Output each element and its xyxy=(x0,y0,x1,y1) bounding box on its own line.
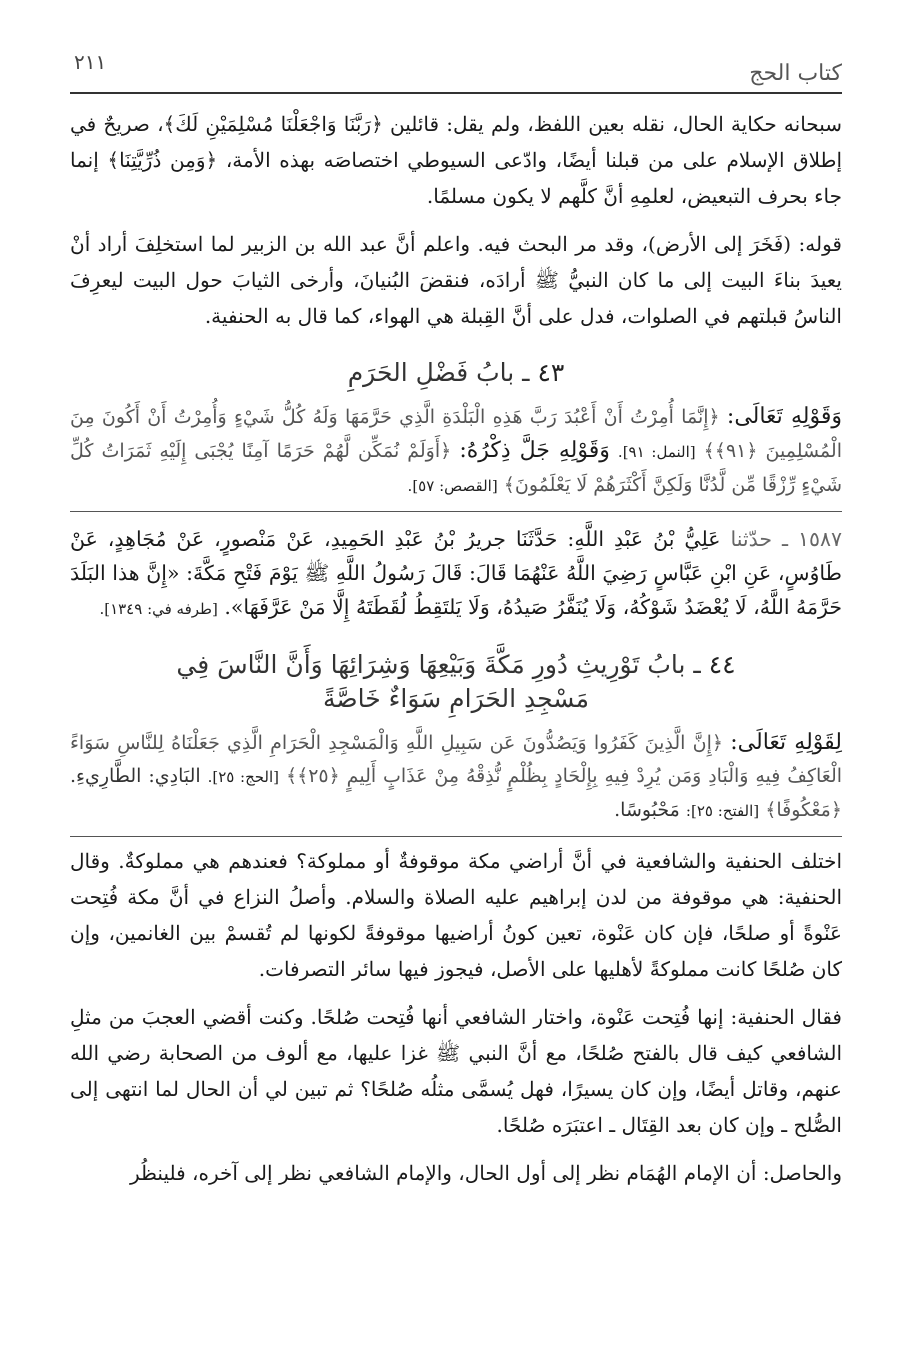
commentary-paragraph-2: قوله: (فَخَرَ إلى الأرض)، وقد مر البحث فيه. واعلم أنَّ عبد الله بن الزبير لما استخلِفَ أراد أنْ يعيدَ بناءَ البيت إلى ما كان النبيُّ ﷺ أرادَه، فنقضَ البُنيانَ، وأرخى الثيابَ حول البيت ليعرِفَ الناسُ قبلتهم في الصلوات، فدل على أنَّ القِبلة هي الهواء، كما قال به الحنفية. xyxy=(70,232,842,328)
chapter-heading-43 xyxy=(70,356,842,390)
paragraph-gap xyxy=(70,1143,842,1155)
chapter-title-line-1: ـ بابُ تَوْرِيثِ دُورِ مَكَّةَ وَبَيْعِهَا وَشِرَائِهَا وَأَنَّ النَّاسَ فِي xyxy=(176,650,701,679)
gloss-badi: البَادِي: الطَّارِيءِ. xyxy=(70,765,201,787)
commentary-paragraph-3: اختلف الحنفية والشافعية في أنَّ أراضي مكة موقوفةٌ أو مملوكة؟ فعندهم هي مملوكةٌ. وقال الحنفية: هي موقوفة من لدن إبراهيم عليه الصلاة والسلام. وأصلُ النزاع في أنَّ مكة فُتِحت عَنْوةً أو صلحًا، فإن كان عَنْوة، تعين كونُ أراضيها موقوفةً لكونها لم تُقسمْ بين الغانمين، وإن كان صُلحًا كانت مملوكةً لأهليها على الأصل، فيجوز فيها سائر التصرفات. xyxy=(70,849,843,981)
hadith-reference: [طرفه في: ١٣٤٩]. xyxy=(99,600,218,618)
chapter-43-verses xyxy=(70,400,842,503)
verse-lead: وَقَوْلِهِ تَعَالَى: xyxy=(726,404,842,429)
chapter-number: ٤٣ xyxy=(537,358,565,387)
gloss-meaning: مَحْبُوسًا. xyxy=(614,799,680,821)
chapter-heading-44 xyxy=(70,648,842,716)
gloss-reference: [الفتح: ٢٥]: xyxy=(685,802,760,820)
verse-reference: [الحج: ٢٥]. xyxy=(207,768,280,786)
chapter-number: ٤٤ xyxy=(708,650,736,679)
hadith-1587 xyxy=(70,522,842,626)
quran-verse: ﴿إِنَّ الَّذِينَ كَفَرُوا وَيَصُدُّونَ عَن سَبِيلِ اللَّهِ وَالْمَسْجِدِ الْحَرَامِ الَّذِي جَعَلْنَاهُ لِلنَّاسِ سَوَاءً الْعَاكِفُ فِيهِ وَالْبَادِ وَمَن يُرِدْ فِيهِ بِإِلْحَادٍ بِظُلْمٍ نُّذِقْهُ مِنْ عَذَابٍ أَلِيمٍ ﴿٢٥﴾﴾ xyxy=(70,732,843,787)
gloss-quran-word: ﴿مَعْكُوفًا﴾ xyxy=(765,799,842,821)
hadith-text: عَلِيُّ بْنُ عَبْدِ اللَّهِ: حَدَّثَنَا جريرُ بْنُ عَبْدِ الحَمِيدِ، عَنْ مَنْصورٍ، عَنْ مُجَاهِدٍ، عَنْ طَاوُسٍ، عَنِ ابْنِ عَبَّاسٍ رَضِيَ اللَّهُ عَنْهُمَا قَالَ: قَالَ رَسُولُ اللَّهِ ﷺ يَوْمَ فَتْحِ مَكَّةَ: «إِنَّ هذا البَلَدَ حَرَّمَهُ اللَّهُ، لَا يُعْضَدُ شَوْكُهُ، وَلَا يُنَفَّرُ صَيدُهُ، وَلَا يَلتَقِطُ لُقَطَتَهُ إِلَّا مَنْ عَرَّفَهَا». xyxy=(70,527,842,619)
section-divider xyxy=(70,836,842,837)
hadith-number: ١٥٨٧ ـ حدّثنا xyxy=(730,527,843,551)
section-divider xyxy=(70,511,842,512)
page-header xyxy=(70,42,842,94)
book-page xyxy=(70,42,842,1349)
quran-verse: ﴿إِنَّمَا أُمِرْتُ أَنْ أَعْبُدَ رَبَّ هَذِهِ الْبَلْدَةِ الَّذِي حَرَّمَهَا وَلَهُ كُلُّ شَيْءٍ وَأُمِرْتُ أَنْ أَكُونَ مِنَ الْمُسْلِمِينَ ﴿٩١﴾﴾ xyxy=(70,406,842,462)
commentary-paragraph-4: فقال الحنفية: إنها فُتِحت عَنْوة، واختار الشافعي أنها فُتِحت صُلحًا. وكنت أقضي العجبَ من مثلِ الشافعي كيف قال بالفتح صُلحًا، مع أنَّ النبي ﷺ غزا عليها، مع ألوف من الصحابة رضي الله عنهم، وقاتل أيضًا، وإن كان يسيرًا، فهل يُسمَّى مثلُه صُلحًا؟ ثم تبين لي أن الحال لما انتهى إلى الصُّلح ـ وإن كان بعد القِتَال ـ اعتبَرَه صُلحًا. xyxy=(70,1005,842,1137)
paragraph-gap xyxy=(70,214,842,226)
chapter-title: ـ بابُ فَضْلِ الحَرَمِ xyxy=(347,358,530,387)
quran-verse-2: ﴿أَوَلَمْ نُمَكِّن لَّهُمْ حَرَمًا آمِنًا يُجْبَى إِلَيْهِ ثَمَرَاتُ كُلِّ شَيْءٍ رِّزْقًا مِّن لَّدُنَّا وَلَكِنَّ أَكْثَرَهُمْ لَا يَعْلَمُونَ﴾ xyxy=(70,440,842,496)
verse-reference: [النمل: ٩١]. xyxy=(617,443,696,461)
chapter-44-verses xyxy=(70,726,842,828)
page-number: ٢١١ xyxy=(74,50,107,74)
commentary-paragraph-1: سبحانه حكاية الحال، نقله بعين اللفظ، ولم يقل: قائلين ﴿رَبَّنَا وَاجْعَلْنَا مُسْلِمَيْنِ لَكَ﴾، صريحٌ في إطلاق الإسلام على من قبلنا أيضًا، وادّعى السيوطي اختصاصَه بهذه الأمة، ﴿وَمِن ذُرِّيَّتِنَا﴾ إنما جاء بحرف التبعيض، لعلمِهِ أنَّ كلَّهم لا يكون مسلمًا. xyxy=(70,112,842,208)
chapter-title-line-2: مَسْجِدِ الحَرَامِ سَوَاءٌ خَاصَّةً xyxy=(323,684,589,713)
verse-lead-2: وَقَوْلِهِ جَلَّ ذِكْرُهُ: xyxy=(459,438,610,463)
running-title: كتاب الحج xyxy=(749,61,842,86)
paragraph-gap xyxy=(70,987,842,999)
commentary-paragraph-5: والحاصل: أن الإمام الهُمَام نظر إلى أول الحال، والإمام الشافعي نظر إلى آخره، فلينظُر xyxy=(129,1161,842,1185)
verse-reference-2: [القصص: ٥٧]. xyxy=(407,477,498,495)
verse-lead: لِقَوْلِهِ تَعَالَى: xyxy=(730,730,842,755)
